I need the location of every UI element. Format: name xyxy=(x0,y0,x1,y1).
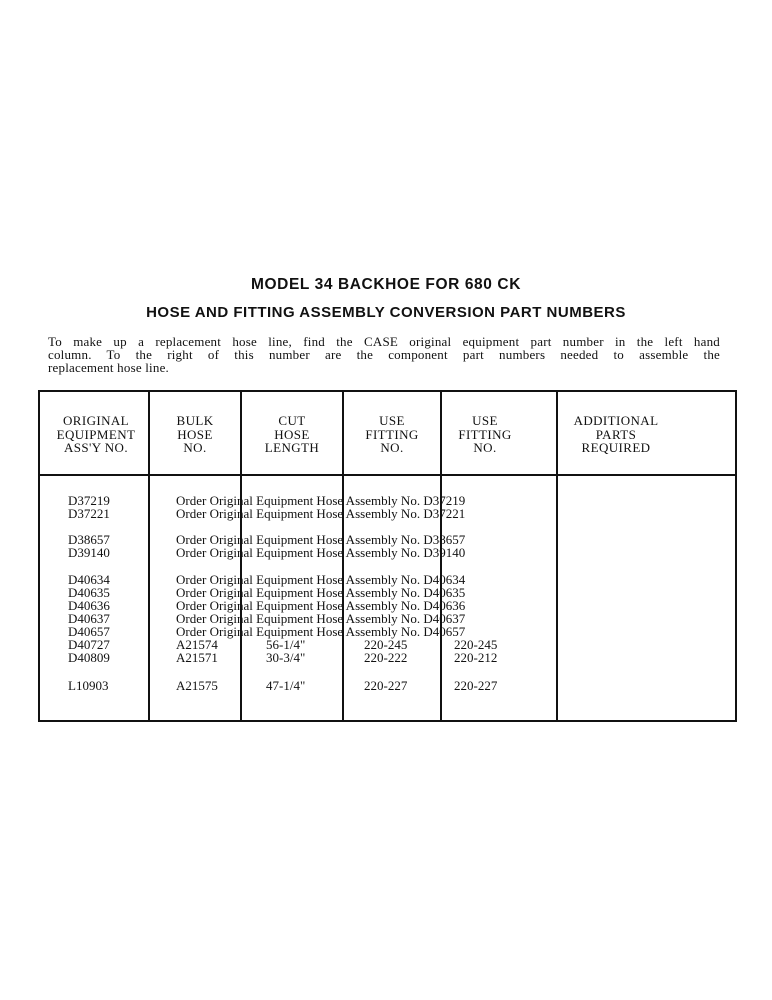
order-instruction: Order Original Equipment Hose Assembly No. D40634 xyxy=(176,572,466,587)
bulk-hose-number: A21574 xyxy=(176,637,218,652)
assy-number: D38657 xyxy=(68,532,110,547)
intro-line-2: column. To the right of this number are the component part numbers needed to assemble the xyxy=(48,347,720,362)
header-line: HOSE xyxy=(177,426,213,442)
order-instruction: Order Original Equipment Hose Assembly No. D39140 xyxy=(176,545,466,560)
conversion-table xyxy=(38,390,737,722)
column-tick xyxy=(440,646,441,656)
assy-number: L10903 xyxy=(68,678,109,693)
column-tick xyxy=(240,478,241,488)
fitting-1-number: 220-245 xyxy=(364,637,408,652)
fitting-2-number: 220-212 xyxy=(454,650,498,665)
assy-number: D37221 xyxy=(68,506,110,521)
column-tick xyxy=(342,478,343,488)
assy-number: D39140 xyxy=(68,545,110,560)
header-line: ADDITIONAL xyxy=(573,413,659,428)
intro-line-3: replacement hose line. xyxy=(48,360,169,375)
header-line: HOSE xyxy=(274,426,310,442)
header-line: REQUIRED xyxy=(581,440,651,455)
assy-number: D40635 xyxy=(68,585,110,600)
header-line: USE xyxy=(379,413,405,428)
document-title: MODEL 34 BACKHOE FOR 680 CK xyxy=(251,276,521,293)
order-instruction: Order Original Equipment Hose Assembly No. D40635 xyxy=(176,585,466,600)
bulk-hose-number: A21575 xyxy=(176,678,218,693)
order-instruction: Order Original Equipment Hose Assembly No. D40637 xyxy=(176,611,466,626)
assy-number: D40727 xyxy=(68,637,110,652)
fitting-2-number: 220-245 xyxy=(454,637,498,652)
cut-length: 56-1/4" xyxy=(266,637,306,652)
header-original-assy xyxy=(44,414,148,455)
assy-number: D40809 xyxy=(68,650,110,665)
header-line: NO. xyxy=(380,440,404,455)
order-instruction: Order Original Equipment Hose Assembly No. D40657 xyxy=(176,624,466,639)
header-line: NO. xyxy=(473,440,497,455)
header-line: NO. xyxy=(183,440,207,455)
header-line: PARTS xyxy=(595,426,637,442)
fitting-1-number: 220-222 xyxy=(364,650,408,665)
header-cut-length xyxy=(242,414,342,455)
header-bulk-hose xyxy=(150,414,240,455)
header-line: USE xyxy=(472,413,498,428)
assy-number: D40637 xyxy=(68,611,110,626)
header-line: CUT xyxy=(278,413,306,428)
header-line: LENGTH xyxy=(264,440,320,455)
fitting-2-number: 220-227 xyxy=(454,678,498,693)
document-subtitle: HOSE AND FITTING ASSEMBLY CONVERSION PART NUMBERS xyxy=(146,304,626,321)
assy-number: D40657 xyxy=(68,624,110,639)
column-tick xyxy=(240,646,241,656)
order-instruction: Order Original Equipment Hose Assembly No. D37219 xyxy=(176,493,466,508)
header-line: FITTING xyxy=(365,426,419,442)
assy-number: D40636 xyxy=(68,598,110,613)
assy-number: D40634 xyxy=(68,572,110,587)
order-instruction: Order Original Equipment Hose Assembly No. D38657 xyxy=(176,532,466,547)
header-fitting-1 xyxy=(344,414,440,455)
header-line: ASS'Y NO. xyxy=(64,440,128,455)
header-divider xyxy=(40,474,735,476)
fitting-1-number: 220-227 xyxy=(364,678,408,693)
bulk-hose-number: A21571 xyxy=(176,650,218,665)
order-instruction: Order Original Equipment Hose Assembly No. D40636 xyxy=(176,598,466,613)
header-fitting-2 xyxy=(442,414,528,455)
header-line: BULK xyxy=(176,413,214,428)
assy-number: D37219 xyxy=(68,493,110,508)
cut-length: 47-1/4" xyxy=(266,678,306,693)
intro-line-1: To make up a replacement hose line, find the CASE original equipment part number in the left hand xyxy=(48,334,720,349)
header-line: FITTING xyxy=(458,426,512,442)
header-line: ORIGINAL xyxy=(62,413,130,428)
header-additional-parts xyxy=(558,414,674,455)
cut-length: 30-3/4" xyxy=(266,650,306,665)
order-instruction: Order Original Equipment Hose Assembly No. D37221 xyxy=(176,506,466,521)
header-line: EQUIPMENT xyxy=(56,426,136,442)
column-tick xyxy=(440,478,441,488)
